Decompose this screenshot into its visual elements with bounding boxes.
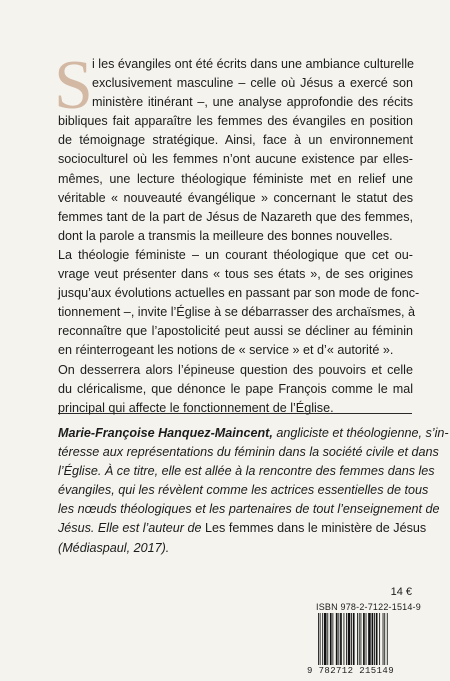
text-line: de témoignage stratégique. Ainsi, face à un environnement xyxy=(58,133,413,148)
text-line: principal qui affecte le fonctionnement de l’Église. xyxy=(58,400,334,415)
barcode-bar xyxy=(376,613,378,665)
barcode-bar xyxy=(387,613,388,665)
text-line: téresse aux représentations du féminin dans la société civile et dans xyxy=(58,445,439,460)
barcode-bar xyxy=(346,613,347,665)
bio-first-line xyxy=(58,424,449,443)
barcode-bar xyxy=(336,613,338,665)
blurb xyxy=(54,47,420,418)
barcode-bar xyxy=(372,613,374,665)
drop-cap: S xyxy=(54,47,93,124)
text-line: jusqu’aux évolutions actuelles en passant par son mode de fonc- xyxy=(58,286,420,301)
text-line: les nœuds théologiques et les partenaires de tout l’enseignement de xyxy=(58,502,440,517)
barcode-bar xyxy=(330,613,332,665)
author-name: Marie-Françoise Hanquez-Maincent, xyxy=(58,426,273,440)
text-line: socioculturel où les femmes n’ont aucune existence par elles- xyxy=(58,152,413,167)
barcode-bar xyxy=(353,613,355,665)
barcode-bar xyxy=(322,613,323,665)
barcode-bar xyxy=(340,613,342,665)
text-line: dont la parole a transmis la meilleure des bonnes nouvelles. xyxy=(58,228,393,243)
text-line: (Médiaspaul, 2017). xyxy=(58,540,170,555)
text-line: en réinterrogeant les notions de « service » et d’« autorité ». xyxy=(58,343,394,358)
barcode-bar xyxy=(379,613,380,665)
barcode-bar xyxy=(363,613,365,665)
barcode-bar xyxy=(348,613,351,665)
text-line: exclusivement masculine – celle où Jésus a exercé son xyxy=(92,76,413,91)
barcode-bar xyxy=(357,613,358,665)
price-label: 14 € xyxy=(390,586,412,598)
book-title: Les femmes dans le ministère de Jésus xyxy=(201,521,427,536)
text-line: i les évangiles ont été écrits dans une ambiance culturelle xyxy=(92,57,415,71)
barcode-bar xyxy=(361,613,362,665)
barcode-bar xyxy=(351,613,352,665)
barcode-bar xyxy=(359,613,360,665)
barcode-bar xyxy=(344,613,345,665)
text-line: évangiles, qui les révèlent comme les actrices essentielles de tous xyxy=(58,483,429,498)
barcode-bar xyxy=(383,613,384,665)
text-line: tionnement –, invite l’Église à se débarrasser des archaïsmes, à xyxy=(58,305,416,320)
text-line: l’Église. À ce titre, elle est allée à la rencontre des femmes dans les xyxy=(58,464,435,479)
text-line: On desserrera alors l’épineuse question des pouvoirs et celle xyxy=(58,362,413,377)
text-line: ministère itinérant –, une analyse approfondie des récits xyxy=(92,95,413,110)
barcode-image xyxy=(316,613,412,665)
text-line: mêmes, une lecture théologique féministe met en relief une xyxy=(58,171,413,186)
separator-rule xyxy=(58,413,412,414)
barcode-bar xyxy=(366,613,367,665)
barcode-bar xyxy=(320,613,321,665)
barcode-bar xyxy=(374,613,375,665)
barcode-bar xyxy=(338,613,339,665)
barcode-bar xyxy=(327,613,328,665)
text-line: vrage veut présenter dans « tous ses états », de ses origines xyxy=(58,267,413,282)
barcode-number: 9 782712 215149 xyxy=(307,666,395,676)
text-line: femmes tant de la part de Jésus de Nazareth que des femmes, xyxy=(58,209,413,224)
text-line: reconnaître que l’apostolicité peut aussi se décliner au féminin xyxy=(58,324,413,339)
text-line: du cléricalisme, que dénonce le pape François comme le mal xyxy=(58,381,413,396)
isbn-label: ISBN 978-2-7122-1514-9 xyxy=(316,602,421,612)
bio-text: Jésus. Elle est l’auteur de xyxy=(58,521,202,536)
text-line: La théologie féministe – un courant théologique que cet ou- xyxy=(58,247,413,262)
bio-book-line xyxy=(58,519,427,538)
text-line: bibliques fait apparaître les femmes des évangiles en position xyxy=(58,114,413,129)
author-bio xyxy=(58,424,449,558)
barcode-bar xyxy=(332,613,333,665)
text-line: véritable « nouveauté évangélique » concernant le statut des xyxy=(58,190,413,205)
bio-text: angliciste et théologienne, s’in- xyxy=(272,426,449,440)
barcode-bar xyxy=(368,613,371,665)
barcode-bar xyxy=(318,613,319,665)
barcode-bar xyxy=(384,613,385,665)
barcode-bar xyxy=(324,613,327,665)
